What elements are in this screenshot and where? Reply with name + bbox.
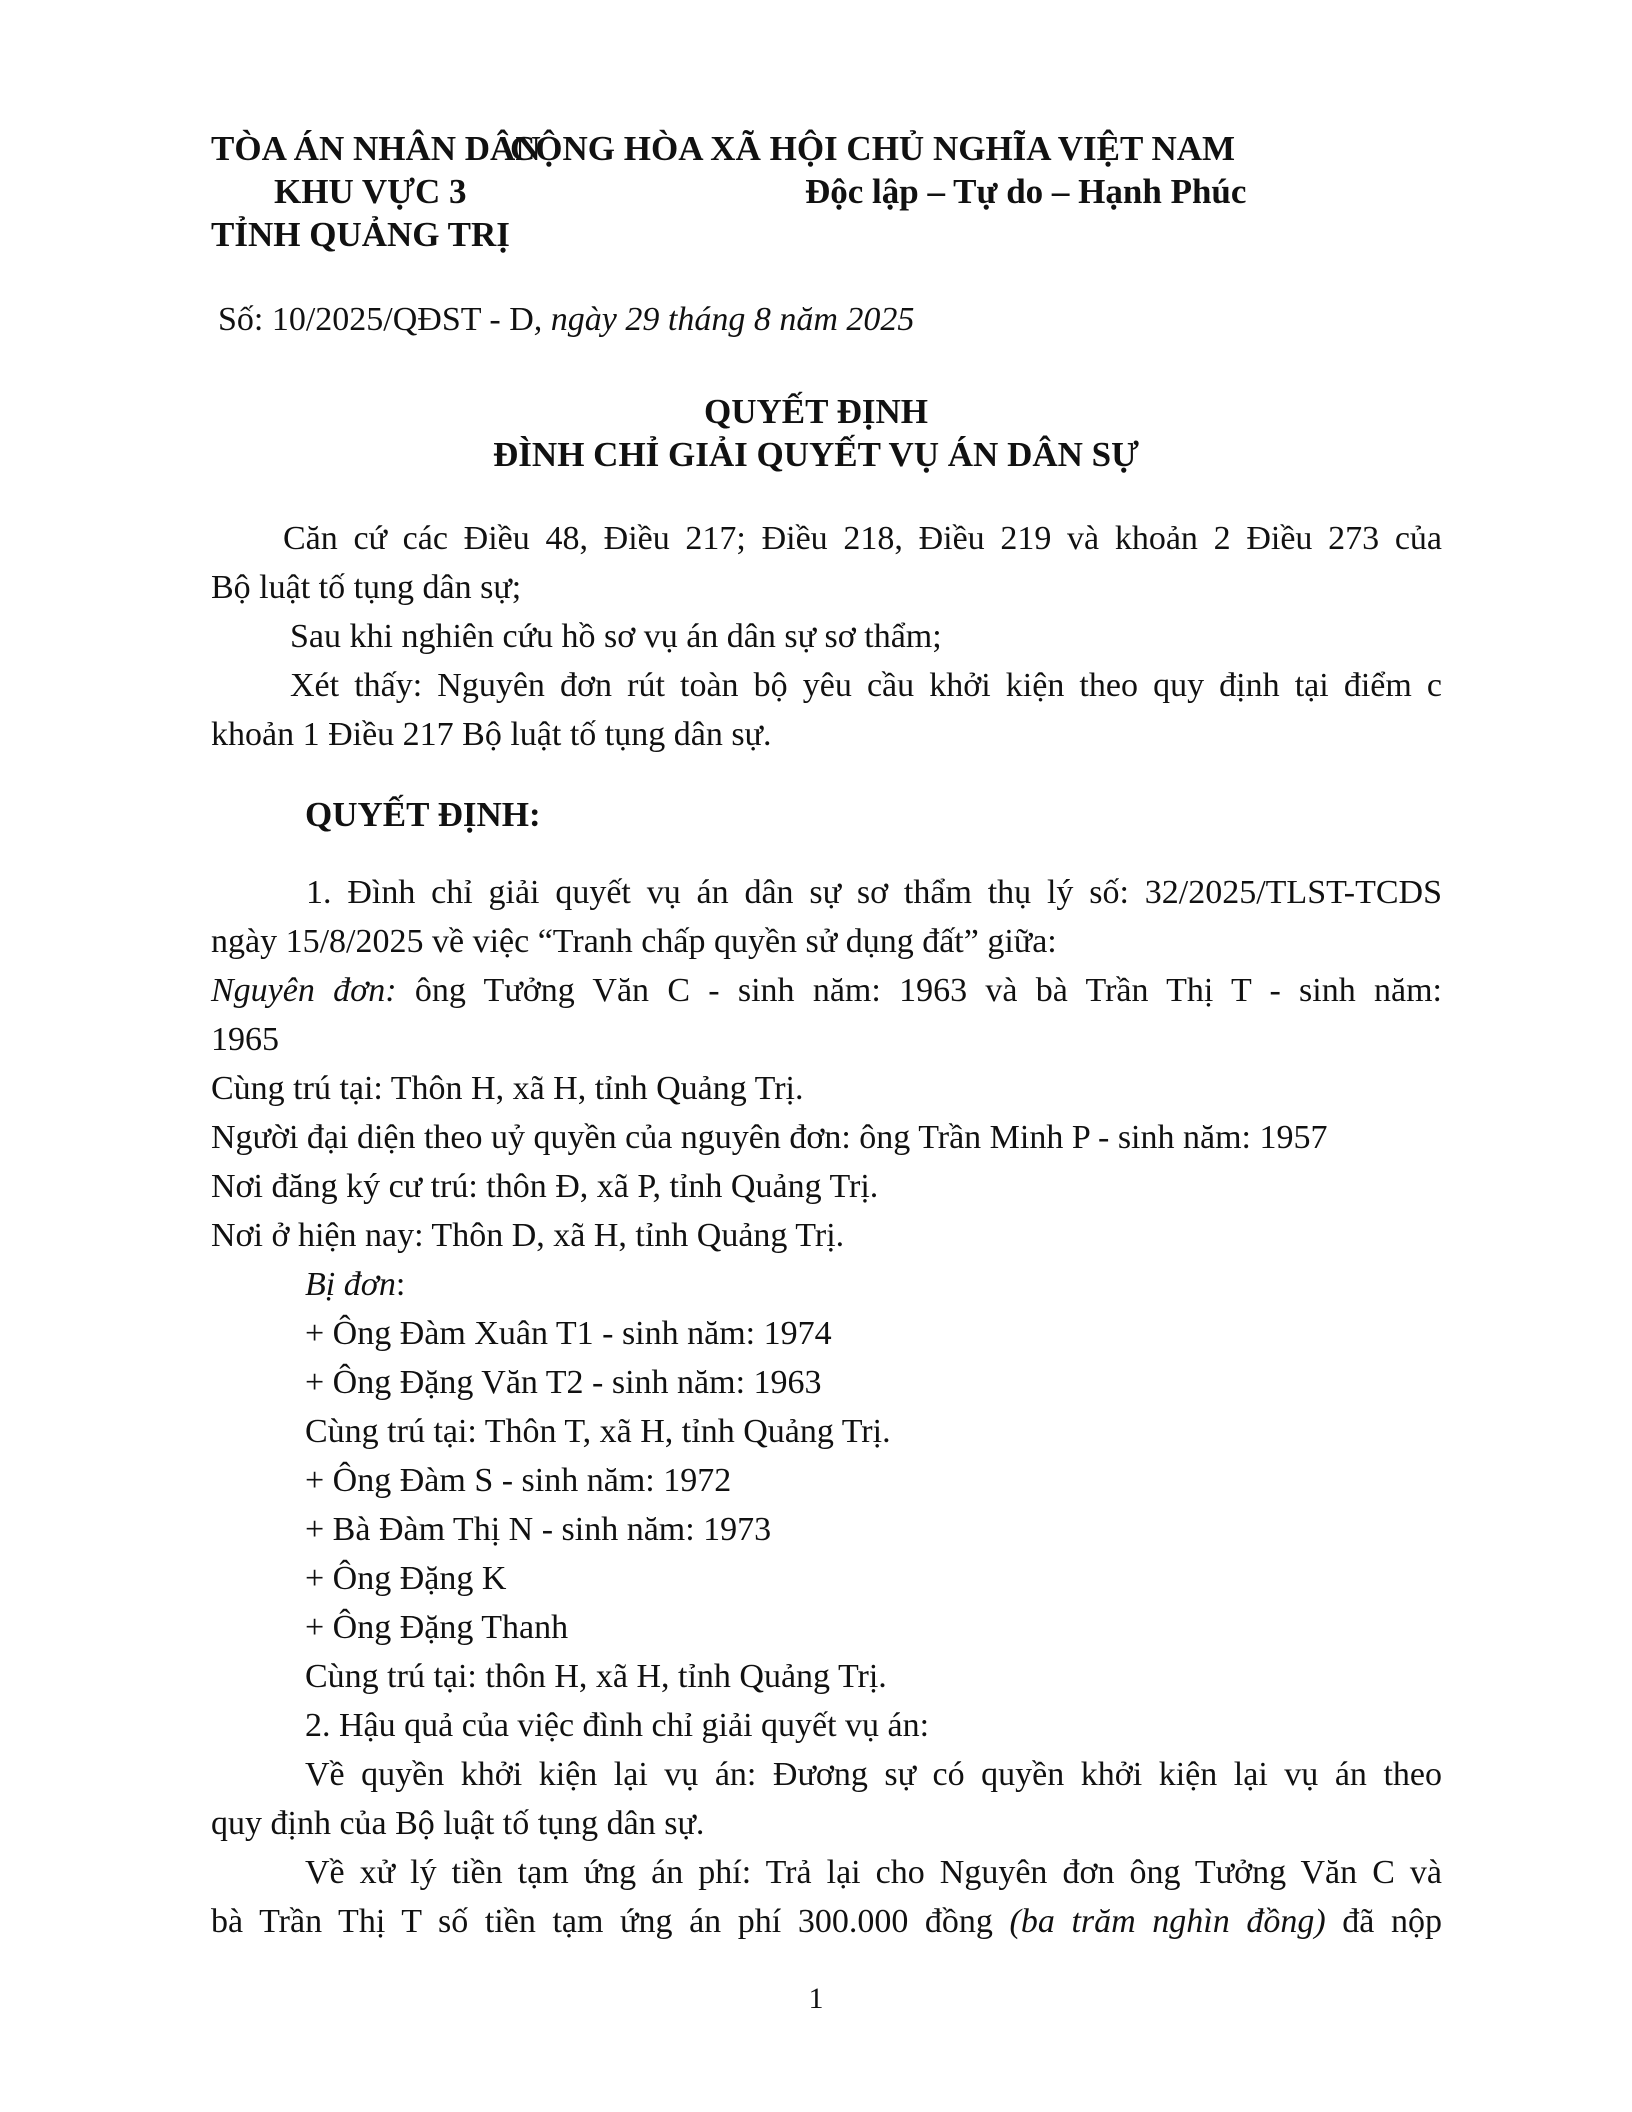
basis-p1-line1: Căn cứ các Điều 48, Điều 217; Điều 218, Điều 219 và khoản 2 Điều 273 của bbox=[283, 520, 1442, 557]
basis-paragraph-3 bbox=[211, 666, 1442, 707]
item2-p2-line2-a: bà Trần Thị T số tiền tạm ứng án phí 300.000 đồng bbox=[211, 1903, 1010, 1940]
plaintiff-line bbox=[211, 971, 1442, 1012]
item2-p1-line1: Về quyền khởi kiện lại vụ án: Đương sự có quyền khởi kiện lại vụ án theo bbox=[305, 1756, 1442, 1793]
item2-heading: 2. Hậu quả của việc đình chỉ giải quyết vụ án: bbox=[305, 1707, 930, 1744]
decision-heading: QUYẾT ĐỊNH: bbox=[305, 795, 541, 834]
defendant-item: + Ông Đàm S - sinh năm: 1972 bbox=[305, 1462, 732, 1499]
representative-registered-address: Nơi đăng ký cư trú: thôn Đ, xã P, tỉnh Quảng Trị. bbox=[211, 1168, 879, 1205]
item2-paragraph-2 bbox=[211, 1853, 1442, 1894]
defendant-item: + Ông Đặng Văn T2 - sinh năm: 1963 bbox=[305, 1364, 822, 1401]
basis-p3-line1: Xét thấy: Nguyên đơn rút toàn bộ yêu cầu khởi kiện theo quy định tại điểm c bbox=[290, 667, 1442, 704]
plaintiff-year: 1965 bbox=[211, 1021, 279, 1058]
defendant-item: + Ông Đặng K bbox=[305, 1560, 507, 1597]
item1-line1: 1. Đình chỉ giải quyết vụ án dân sự sơ thẩm thụ lý số: 32/2025/TLST-TCDS bbox=[306, 874, 1442, 911]
defendants-colon: : bbox=[395, 1266, 406, 1303]
item2-p2-line2-c: đã nộp bbox=[1325, 1903, 1442, 1940]
defendant-item: + Ông Đàm Xuân T1 - sinh năm: 1974 bbox=[305, 1315, 832, 1352]
basis-p1-line2: Bộ luật tố tụng dân sự; bbox=[211, 569, 522, 606]
national-motto: Độc lập – Tự do – Hạnh Phúc bbox=[805, 172, 1247, 211]
document-title: QUYẾT ĐỊNH bbox=[704, 392, 928, 431]
plaintiff-paragraph bbox=[211, 971, 1442, 1012]
item2-p2-line2-amount-words: (ba trăm nghìn đồng) bbox=[1009, 1903, 1326, 1940]
reference-date: , ngày 29 tháng 8 năm 2025 bbox=[533, 301, 915, 338]
representative-current-address: Nơi ở hiện nay: Thôn D, xã H, tỉnh Quảng Trị. bbox=[211, 1217, 845, 1254]
document-subtitle: ĐÌNH CHỈ GIẢI QUYẾT VỤ ÁN DÂN SỰ bbox=[493, 435, 1139, 474]
basis-paragraph-1 bbox=[211, 519, 1442, 560]
item1-paragraph bbox=[211, 873, 1442, 914]
court-name-line2: KHU VỰC 3 bbox=[274, 172, 467, 211]
basis-paragraph-2: Sau khi nghiên cứu hồ sơ vụ án dân sự sơ thẩm; bbox=[290, 618, 942, 655]
court-name-line3: TỈNH QUẢNG TRỊ bbox=[211, 215, 510, 254]
basis-p3-line2: khoản 1 Điều 217 Bộ luật tố tụng dân sự. bbox=[211, 716, 772, 753]
item2-paragraph-1 bbox=[211, 1755, 1442, 1796]
item2-p1-line2: quy định của Bộ luật tố tụng dân sự. bbox=[211, 1805, 705, 1842]
document-reference bbox=[218, 300, 914, 341]
plaintiff-text: ông Tưởng Văn C - sinh năm: 1963 và bà Trần Thị T - sinh năm: bbox=[396, 972, 1442, 1009]
reference-number: Số: 10/2025/QĐST - D bbox=[218, 301, 534, 338]
page-number: 1 bbox=[808, 1982, 824, 2015]
defendant-item: + Bà Đàm Thị N - sinh năm: 1973 bbox=[305, 1511, 772, 1548]
plaintiff-residence: Cùng trú tại: Thôn H, xã H, tỉnh Quảng Trị. bbox=[211, 1070, 804, 1107]
item2-p2-line1: Về xử lý tiền tạm ứng án phí: Trả lại cho Nguyên đơn ông Tưởng Văn C và bbox=[305, 1854, 1442, 1891]
representative-line: Người đại diện theo uỷ quyền của nguyên đơn: ông Trần Minh P - sinh năm: 1957 bbox=[211, 1119, 1328, 1156]
defendant-item: + Ông Đặng Thanh bbox=[305, 1609, 569, 1646]
defendants-label: Bị đơn bbox=[305, 1266, 396, 1303]
national-title: CỘNG HÒA XÃ HỘI CHỦ NGHĨA VIỆT NAM bbox=[510, 129, 1236, 168]
item1-line2: ngày 15/8/2025 về việc “Tranh chấp quyền sử dụng đất” giữa: bbox=[211, 923, 1057, 960]
item2-p2-line2-wrap bbox=[211, 1902, 1442, 1943]
defendants-heading bbox=[305, 1265, 405, 1306]
item2-p2-line2 bbox=[211, 1902, 1442, 1943]
plaintiff-label: Nguyên đơn: bbox=[211, 972, 397, 1009]
defendants-group1-residence: Cùng trú tại: Thôn T, xã H, tỉnh Quảng Trị. bbox=[305, 1413, 891, 1450]
defendants-group2-residence: Cùng trú tại: thôn H, xã H, tỉnh Quảng Trị. bbox=[305, 1658, 887, 1695]
court-name-line1: TÒA ÁN NHÂN DÂN bbox=[211, 129, 541, 168]
